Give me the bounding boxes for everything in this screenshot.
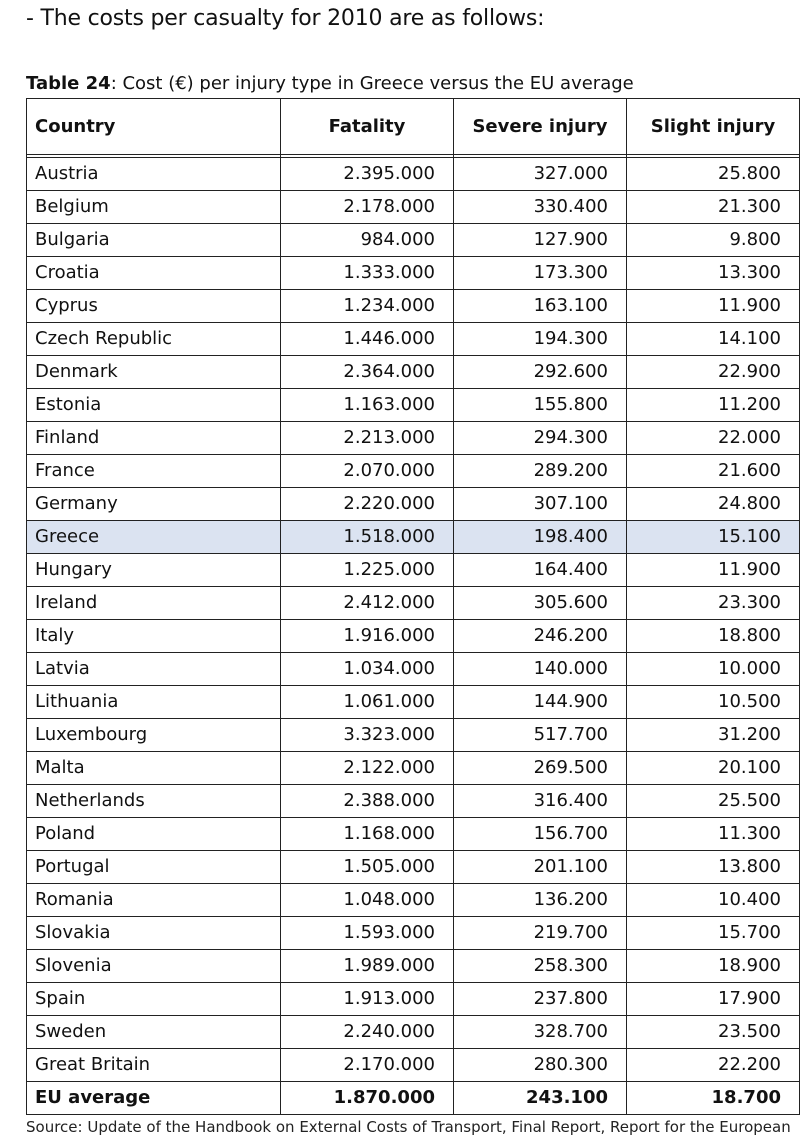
severe-injury-cell: 237.800 (454, 983, 627, 1016)
intro-text: - The costs per casualty for 2010 are as follows: (26, 6, 545, 31)
country-cell: Croatia (27, 257, 281, 290)
severe-injury-cell: 164.400 (454, 554, 627, 587)
fatality-cell: 2.364.000 (281, 356, 454, 389)
eu-average-row (27, 1082, 800, 1115)
table-row (27, 884, 800, 917)
severe-injury-cell: 305.600 (454, 587, 627, 620)
table-row (27, 686, 800, 719)
slight-injury-cell: 13.800 (627, 851, 800, 884)
eu-average-label: EU average (27, 1082, 281, 1115)
slight-injury-cell: 23.300 (627, 587, 800, 620)
country-cell: Hungary (27, 554, 281, 587)
fatality-cell: 2.213.000 (281, 422, 454, 455)
table-row (27, 983, 800, 1016)
table-row (27, 785, 800, 818)
table-row (27, 752, 800, 785)
country-cell: Ireland (27, 587, 281, 620)
severe-injury-cell: 140.000 (454, 653, 627, 686)
fatality-cell: 1.034.000 (281, 653, 454, 686)
severe-injury-cell: 289.200 (454, 455, 627, 488)
slight-injury-cell: 22.900 (627, 356, 800, 389)
table-row (27, 1049, 800, 1082)
slight-injury-cell: 18.900 (627, 950, 800, 983)
severe-injury-cell: 198.400 (454, 521, 627, 554)
source-note: Source: Update of the Handbook on External Costs of Transport, Final Report, Report for the European (26, 1118, 791, 1136)
severe-injury-cell: 219.700 (454, 917, 627, 950)
country-cell: Denmark (27, 356, 281, 389)
severe-injury-cell: 156.700 (454, 818, 627, 851)
country-cell: Finland (27, 422, 281, 455)
header-severe-injury: Severe injury (454, 99, 627, 155)
slight-injury-cell: 15.100 (627, 521, 800, 554)
fatality-cell: 1.913.000 (281, 983, 454, 1016)
slight-injury-cell: 10.500 (627, 686, 800, 719)
table-row (27, 719, 800, 752)
slight-injury-cell: 24.800 (627, 488, 800, 521)
table-row (27, 554, 800, 587)
country-cell: Austria (27, 158, 281, 191)
table-row (27, 323, 800, 356)
country-cell: Netherlands (27, 785, 281, 818)
table-row (27, 158, 800, 191)
slight-injury-cell: 22.200 (627, 1049, 800, 1082)
country-cell: Romania (27, 884, 281, 917)
table-row (27, 422, 800, 455)
table-row (27, 455, 800, 488)
fatality-cell: 1.593.000 (281, 917, 454, 950)
table-row (27, 917, 800, 950)
country-cell: Czech Republic (27, 323, 281, 356)
severe-injury-cell: 330.400 (454, 191, 627, 224)
slight-injury-cell: 11.900 (627, 290, 800, 323)
table-caption-text: : Cost (€) per injury type in Greece versus the EU average (110, 73, 634, 94)
table-row (27, 356, 800, 389)
fatality-cell: 2.412.000 (281, 587, 454, 620)
table-row (27, 950, 800, 983)
slight-injury-cell: 13.300 (627, 257, 800, 290)
slight-injury-cell: 21.600 (627, 455, 800, 488)
injury-cost-table (26, 98, 800, 1115)
table-body (27, 155, 800, 1082)
slight-injury-cell: 9.800 (627, 224, 800, 257)
country-cell: France (27, 455, 281, 488)
fatality-cell: 2.395.000 (281, 158, 454, 191)
slight-injury-cell: 31.200 (627, 719, 800, 752)
country-cell: Poland (27, 818, 281, 851)
severe-injury-cell: 201.100 (454, 851, 627, 884)
table-header-row (27, 99, 800, 155)
slight-injury-cell: 10.000 (627, 653, 800, 686)
fatality-cell: 1.048.000 (281, 884, 454, 917)
slight-injury-cell: 15.700 (627, 917, 800, 950)
severe-injury-cell: 316.400 (454, 785, 627, 818)
country-cell: Italy (27, 620, 281, 653)
country-cell: Portugal (27, 851, 281, 884)
eu-average-severe: 243.100 (454, 1082, 627, 1115)
severe-injury-cell: 294.300 (454, 422, 627, 455)
fatality-cell: 984.000 (281, 224, 454, 257)
severe-injury-cell: 194.300 (454, 323, 627, 356)
table-row (27, 620, 800, 653)
fatality-cell: 1.163.000 (281, 389, 454, 422)
slight-injury-cell: 11.900 (627, 554, 800, 587)
severe-injury-cell: 269.500 (454, 752, 627, 785)
eu-average-slight: 18.700 (627, 1082, 800, 1115)
fatality-cell: 1.446.000 (281, 323, 454, 356)
country-cell: Germany (27, 488, 281, 521)
table-row (27, 818, 800, 851)
fatality-cell: 2.388.000 (281, 785, 454, 818)
table-row (27, 653, 800, 686)
header-fatality: Fatality (281, 99, 454, 155)
table-row (27, 521, 800, 554)
table-row (27, 1016, 800, 1049)
severe-injury-cell: 144.900 (454, 686, 627, 719)
fatality-cell: 2.122.000 (281, 752, 454, 785)
slight-injury-cell: 17.900 (627, 983, 800, 1016)
header-slight-injury: Slight injury (627, 99, 800, 155)
eu-average-fatality: 1.870.000 (281, 1082, 454, 1115)
severe-injury-cell: 280.300 (454, 1049, 627, 1082)
fatality-cell: 2.220.000 (281, 488, 454, 521)
country-cell: Spain (27, 983, 281, 1016)
country-cell: Slovenia (27, 950, 281, 983)
severe-injury-cell: 163.100 (454, 290, 627, 323)
slight-injury-cell: 18.800 (627, 620, 800, 653)
table-row (27, 488, 800, 521)
severe-injury-cell: 173.300 (454, 257, 627, 290)
severe-injury-cell: 292.600 (454, 356, 627, 389)
fatality-cell: 1.061.000 (281, 686, 454, 719)
table-row (27, 587, 800, 620)
slight-injury-cell: 14.100 (627, 323, 800, 356)
country-cell: Luxembourg (27, 719, 281, 752)
table-row (27, 851, 800, 884)
slight-injury-cell: 22.000 (627, 422, 800, 455)
table-row (27, 389, 800, 422)
table-row (27, 257, 800, 290)
country-cell: Belgium (27, 191, 281, 224)
slight-injury-cell: 25.500 (627, 785, 800, 818)
fatality-cell: 1.989.000 (281, 950, 454, 983)
severe-injury-cell: 246.200 (454, 620, 627, 653)
severe-injury-cell: 307.100 (454, 488, 627, 521)
severe-injury-cell: 327.000 (454, 158, 627, 191)
fatality-cell: 3.323.000 (281, 719, 454, 752)
fatality-cell: 2.070.000 (281, 455, 454, 488)
slight-injury-cell: 10.400 (627, 884, 800, 917)
slight-injury-cell: 11.200 (627, 389, 800, 422)
country-cell: Lithuania (27, 686, 281, 719)
slight-injury-cell: 25.800 (627, 158, 800, 191)
country-cell: Cyprus (27, 290, 281, 323)
country-cell: Sweden (27, 1016, 281, 1049)
header-country: Country (27, 99, 281, 155)
table-row (27, 191, 800, 224)
severe-injury-cell: 127.900 (454, 224, 627, 257)
fatality-cell: 2.240.000 (281, 1016, 454, 1049)
country-cell: Bulgaria (27, 224, 281, 257)
slight-injury-cell: 21.300 (627, 191, 800, 224)
fatality-cell: 1.168.000 (281, 818, 454, 851)
fatality-cell: 1.225.000 (281, 554, 454, 587)
severe-injury-cell: 328.700 (454, 1016, 627, 1049)
table-row (27, 224, 800, 257)
country-cell: Greece (27, 521, 281, 554)
severe-injury-cell: 155.800 (454, 389, 627, 422)
severe-injury-cell: 136.200 (454, 884, 627, 917)
fatality-cell: 1.505.000 (281, 851, 454, 884)
table-row (27, 290, 800, 323)
country-cell: Estonia (27, 389, 281, 422)
fatality-cell: 2.178.000 (281, 191, 454, 224)
fatality-cell: 1.916.000 (281, 620, 454, 653)
fatality-cell: 1.234.000 (281, 290, 454, 323)
severe-injury-cell: 258.300 (454, 950, 627, 983)
table-caption (26, 73, 634, 94)
slight-injury-cell: 11.300 (627, 818, 800, 851)
fatality-cell: 1.518.000 (281, 521, 454, 554)
severe-injury-cell: 517.700 (454, 719, 627, 752)
slight-injury-cell: 23.500 (627, 1016, 800, 1049)
fatality-cell: 1.333.000 (281, 257, 454, 290)
country-cell: Great Britain (27, 1049, 281, 1082)
country-cell: Malta (27, 752, 281, 785)
fatality-cell: 2.170.000 (281, 1049, 454, 1082)
country-cell: Latvia (27, 653, 281, 686)
slight-injury-cell: 20.100 (627, 752, 800, 785)
country-cell: Slovakia (27, 917, 281, 950)
table-caption-label: Table 24 (26, 73, 111, 94)
